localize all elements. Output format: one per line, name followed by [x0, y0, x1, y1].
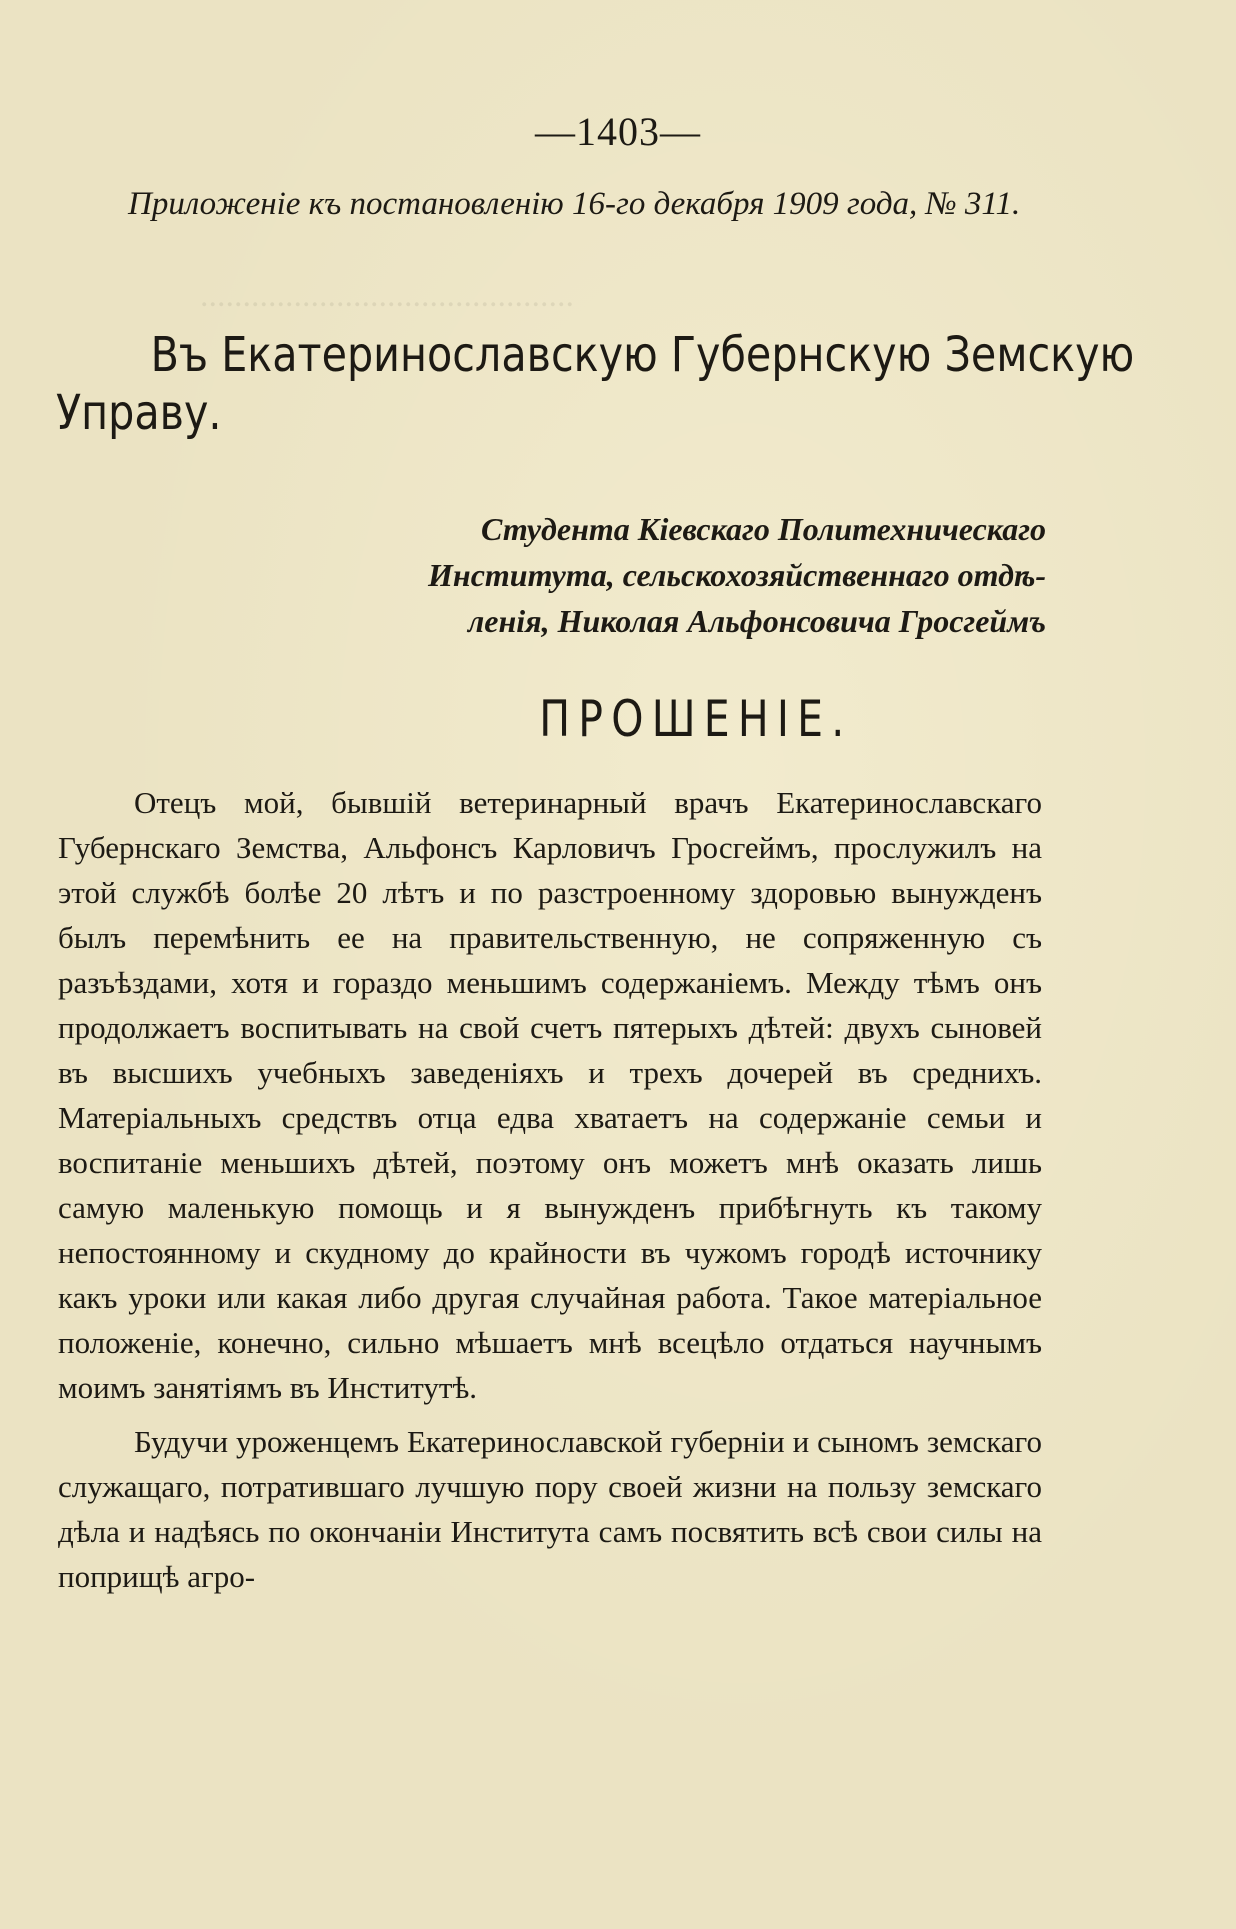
addressee-line-2: Управу. — [56, 385, 222, 441]
addressee-block — [56, 326, 1135, 442]
petition-body — [58, 780, 1042, 1608]
addressee-line-1: Въ Екатеринославскую Губернскую Земскую — [150, 327, 1135, 383]
body-paragraph-1: Отецъ мой, бывшій ветеринарный врачъ Екатеринославскаго Губернскаго Земства, Альфонсъ Карловичъ Гросгеймъ, прослужилъ на этой службѣ болѣе 20 лѣтъ и по разстроенному здоровью вынужденъ былъ перемѣнить ее на правительственную, не сопряженную съ разъѣздами, хотя и гораздо меньшимъ содержаніемъ. Между тѣмъ онъ продолжаетъ воспитывать на свой счетъ пятерыхъ дѣтей: двухъ сыновей въ высшихъ учебныхъ заведеніяхъ и трехъ дочерей въ среднихъ. Матеріальныхъ средствъ отца едва хватаетъ на содержаніе семьи и воспитаніе меньшихъ дѣтей, поэтому онъ можетъ мнѣ оказать лишь самую маленькую помощь и я вынужденъ прибѣгнуть къ такому непостоянному и скудному до крайности въ чужомъ городѣ источнику какъ уроки или какая либо другая случайная работа. Такое матеріальное положеніе, конечно, сильно мѣшаетъ мнѣ всецѣло отдаться научнымъ моимъ занятіямъ въ Институтѣ. — [58, 785, 1042, 1405]
paper-bleed-through: ............................................ — [200, 277, 574, 314]
petitioner-line-1: Студента Кіевскаго Политехническаго — [481, 511, 1046, 547]
body-paragraph-2: Будучи уроженцемъ Екатеринославской губерніи и сыномъ земскаго служащаго, потратившаго лучшую пору своей жизни на пользу земскаго дѣла и надѣясь по окончаніи Института самъ посвятить всѣ свои силы на поприщѣ агро- — [58, 1424, 1042, 1594]
petitioner-line-3: ленія, Николая Альфонсовича Гросгеймъ — [467, 603, 1046, 639]
document-title: ПРОШЕНІЕ. — [539, 690, 853, 748]
petitioner-block — [246, 506, 1046, 644]
page-number: —1403— — [535, 109, 701, 154]
petitioner-line-2: Института, сельскохозяйственнаго отдѣ- — [428, 557, 1046, 593]
appendix-note: Приложеніе къ постановленію 16-го декабря 1909 года, № 311. — [128, 186, 1021, 222]
